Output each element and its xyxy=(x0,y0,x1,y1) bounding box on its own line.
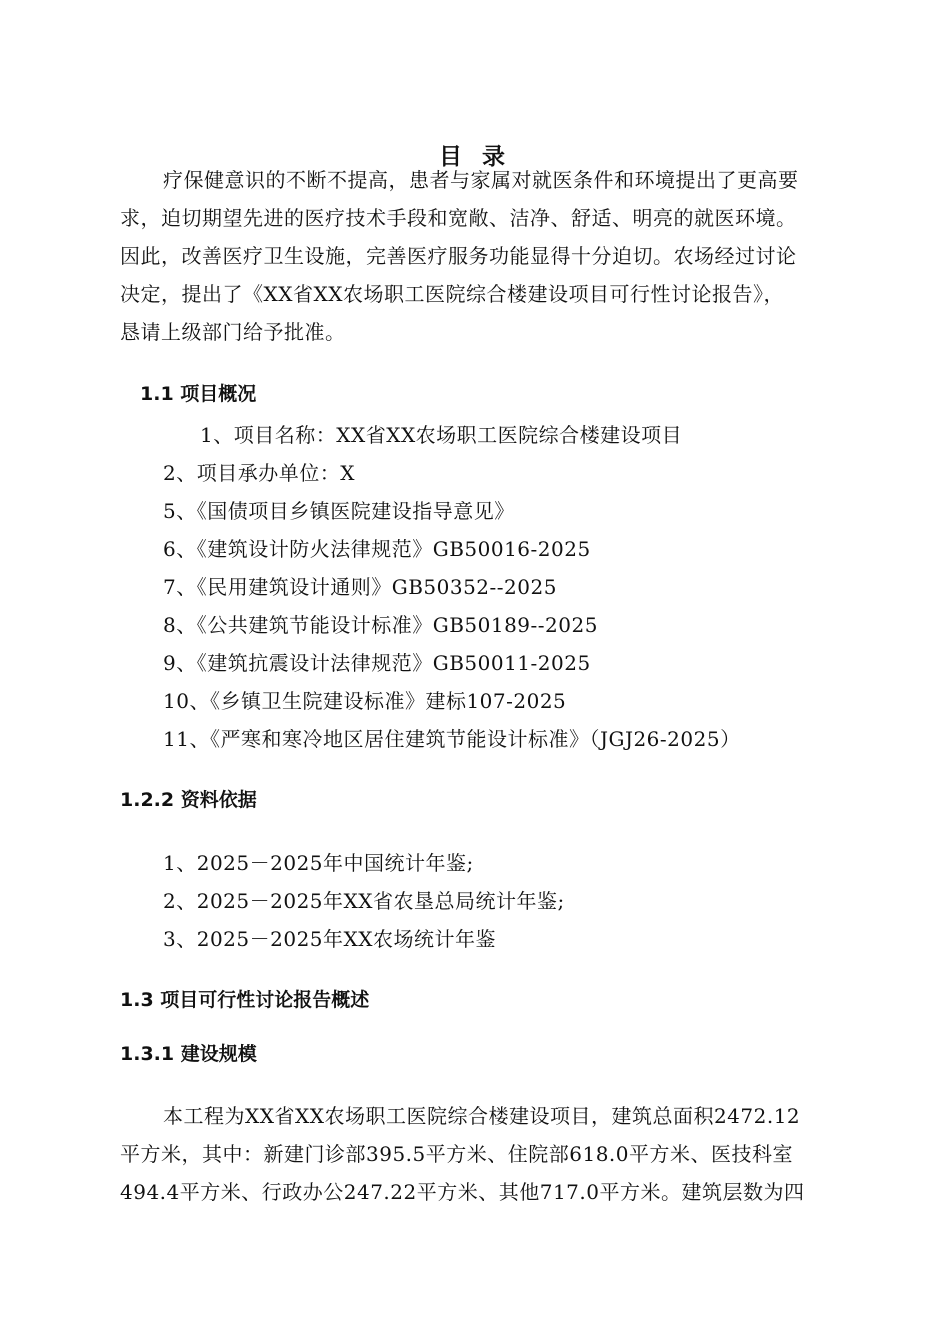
list-item: 7、《民用建筑设计通则》GB50352--2025 xyxy=(163,575,557,599)
list-item: 8、《公共建筑节能设计标准》GB50189--2025 xyxy=(163,613,598,637)
intro-line-5: 恳请上级部门给予批准。 xyxy=(120,320,346,344)
section-heading-1-3: 1.3 项目可行性讨论报告概述 xyxy=(120,989,370,1011)
list-item: 6、《建筑设计防火法律规范》GB50016-2025 xyxy=(163,537,591,561)
intro-line-3: 因此，改善医疗卫生设施，完善医疗服务功能显得十分迫切。农场经过讨论 xyxy=(120,244,797,268)
body-line-1: 本工程为XX省XX农场职工医院综合楼建设项目，建筑总面积2472.12 xyxy=(163,1104,801,1128)
body-line-2: 平方米，其中：新建门诊部395.5平方米、住院部618.0平方米、医技科室 xyxy=(120,1142,794,1166)
list-item: 10、《乡镇卫生院建设标准》建标107-2025 xyxy=(163,689,567,713)
section-heading-1-2-2: 1.2.2 资料依据 xyxy=(120,789,257,811)
toc-title: 目 录 xyxy=(438,144,511,170)
list-item: 9、《建筑抗震设计法律规范》GB50011-2025 xyxy=(163,651,591,675)
list-item: 1、项目名称：XX省XX农场职工医院综合楼建设项目 xyxy=(200,423,683,447)
list-item: 11、《严寒和寒冷地区居住建筑节能设计标准》（JGJ26-2025） xyxy=(163,727,741,751)
intro-line-2: 求，迫切期望先进的医疗技术手段和宽敞、洁净、舒适、明亮的就医环境。 xyxy=(120,206,797,230)
section-heading-1-1: 1.1 项目概况 xyxy=(140,383,257,405)
body-line-3: 494.4平方米、行政办公247.22平方米、其他717.0平方米。建筑层数为四 xyxy=(120,1180,805,1204)
intro-line-4: 决定，提出了《XX省XX农场职工医院综合楼建设项目可行性讨论报告》， xyxy=(120,282,784,306)
list-item: 2、项目承办单位：X xyxy=(163,461,355,485)
intro-line-1: 疗保健意识的不断不提高，患者与家属对就医条件和环境提出了更高要 xyxy=(163,168,799,192)
list-item: 1、2025－2025年中国统计年鉴; xyxy=(163,851,474,875)
list-item: 5、《国债项目乡镇医院建设指导意见》 xyxy=(163,499,515,523)
section-heading-1-3-1: 1.3.1 建设规模 xyxy=(120,1043,257,1065)
list-item: 3、2025－2025年XX农场统计年鉴 xyxy=(163,927,496,951)
list-item: 2、2025－2025年XX省农垦总局统计年鉴; xyxy=(163,889,565,913)
